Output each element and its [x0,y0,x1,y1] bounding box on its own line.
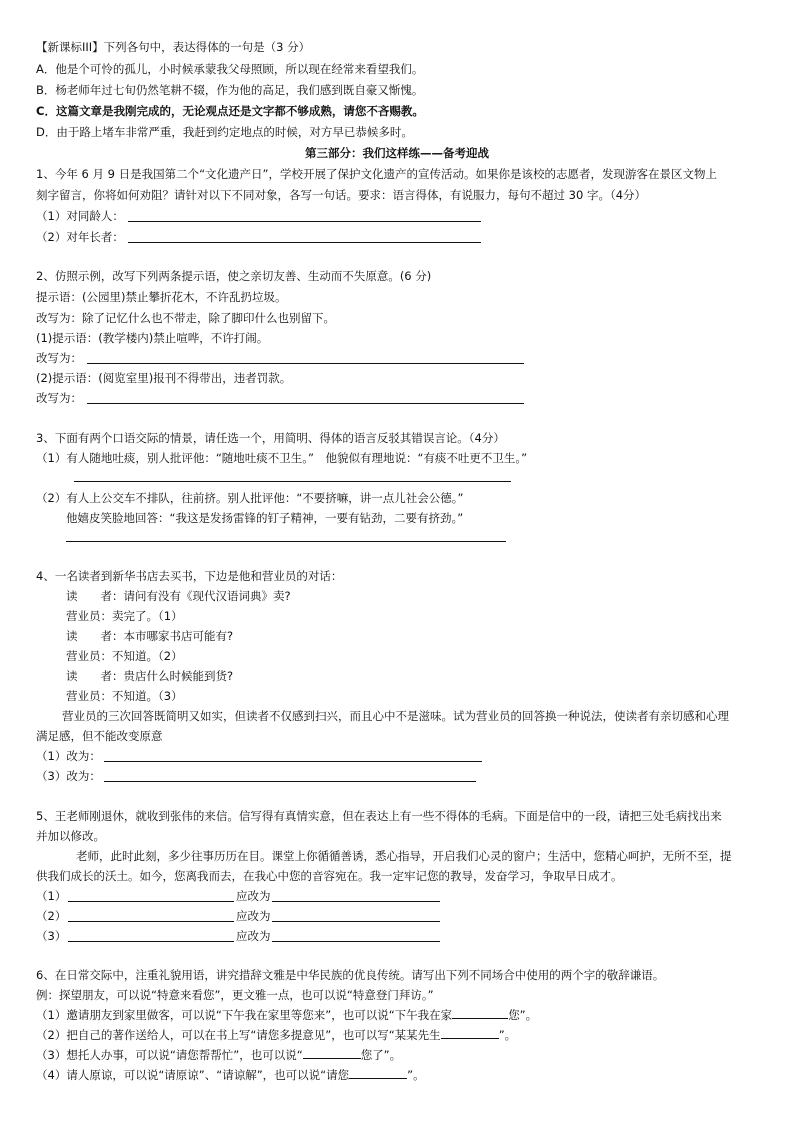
q2-item2-prompt: (2)提示语：(阅览室里)报刊不得带出，违者罚款。 [36,371,292,385]
q2-item2-answer-line[interactable] [87,403,524,404]
q2-text: 2、仿照示例，改写下列两条提示语，使之亲切友善、生动而不失原意。(6 分) [36,269,432,283]
q6-item4-tail: ”。 [407,1068,425,1082]
q5-fix1-change-label: 应改为 [236,889,271,903]
q2-example-rewrite: 改写为：除了记忆什么也不带走，除了脚印什么也别留下。 [36,311,335,325]
q5-fix1-error-line[interactable] [68,901,234,902]
q6-item1-blank[interactable] [452,1007,508,1019]
q3-scenario1-answer-line[interactable] [74,481,511,482]
q3-scenario1: （1）有人随地吐痰，别人批评他：“随地吐痰不卫生。” 他貌似有理地说：“有痰不吐更不卫生。” [36,451,528,465]
q6-item1 [36,1007,537,1023]
q6-item2-blank[interactable] [441,1027,499,1039]
option-a: A．他是个可怜的孤儿，小时候承蒙我父母照顾，所以现在经常来看望我们。 [36,62,424,76]
option-d: D．由于路上堵车非常严重，我赶到约定地点的时候，对方早已恭候多时。 [36,125,413,139]
q2-item1-answer-line[interactable] [87,363,524,364]
q6-item2-tail: ”。 [498,1028,517,1042]
q3-scenario2-answer-line[interactable] [66,541,506,542]
q6-item2-text: （2）把自己的著作送给人，可以在书上写“请您多提意见”，也可以写“某某先生 [36,1028,441,1042]
q6-text: 6、在日常交际中，注重礼貌用语，讲究措辞文雅是中华民族的优良传统。请写出下列不同场合中使用的两个字的敬辞谦语。 [36,968,665,982]
q1-answer1-label: （1）对同龄人： [36,209,124,223]
q6-item4-text: （4）请人原谅，可以说“请原谅”、“请谅解”，也可以说“请您 [36,1068,350,1082]
q4-dialog-1: 读 者：请问有没有《现代汉语词典》卖? [66,589,291,603]
q6-item1-text: （1）邀请朋友到家里做客，可以说“下午我在家里等您来”，也可以说“下午我在家 [36,1008,453,1022]
q3-scenario2: （2）有人上公交车不排队，往前挤。别人批评他：“不要挤嘛，讲一点儿社会公德。” [36,491,464,505]
q5-fix1-correction-line[interactable] [272,901,440,902]
q6-item3-text: （3）想托人办事，可以说“请您帮帮忙”，也可以说“ [36,1048,303,1062]
option-b: B．杨老师年过七旬仍然笔耕不辍，作为他的高足，我们感到既自豪又惭愧。 [36,83,424,97]
q5-text-line2: 并加以修改。 [36,829,105,843]
q6-item1-tail: 您”。 [508,1008,538,1022]
q6-item3 [36,1047,401,1063]
q5-fix3-change-label: 应改为 [236,929,271,943]
q4-dialog-5: 读 者：贵店什么时候能到货? [66,669,234,683]
q5-fix2-correction-line[interactable] [272,921,440,922]
q4-dialog-3: 读 者：本市哪家书店可能有? [66,629,234,643]
q5-fix2-error-line[interactable] [68,921,234,922]
q4-instruction-line1: 营业员的三次回答既简明又如实，但读者不仅感到扫兴，而且心中不是滋味。试为营业员的回答换一种说法，使读者有亲切感和心理 [62,709,729,723]
q6-item3-blank[interactable] [303,1047,361,1059]
q6-item4-blank[interactable] [349,1067,407,1079]
q4-answer3-line[interactable] [104,781,476,782]
q3-scenario2-reply: 他嬉皮笑脸地回答：“我这是发扬雷锋的钉子精神，一要有钻劲，二要有挤劲。” [66,511,464,525]
q4-text: 4、一名读者到新华书店去买书，下边是他和营业员的对话： [36,569,343,583]
q2-item2-rewrite-label: 改写为： [36,391,82,405]
intro-question: 【新课标III】下列各句中，表达得体的一句是（3 分） [36,40,311,54]
q6-item2 [36,1027,516,1043]
q2-item1-prompt: (1)提示语：(教学楼内)禁止喧哗，不许打闹。 [36,331,269,345]
q1-answer2-label: （2）对年长者： [36,230,124,244]
q4-dialog-6: 营业员：不知道。（3） [66,689,183,703]
q4-answer3-label: （3）改为： [36,769,101,783]
q5-letter-line2: 供我们成长的沃土。如今，您离我而去，在我心中您的音容宛在。我一定牢记您的教导，发奋学习，争取早日成才。 [36,869,623,883]
q2-item1-rewrite-label: 改写为： [36,351,82,365]
q4-instruction-line2: 满足感，但不能改变原意 [36,729,163,743]
q5-fix3-label: （3） [36,929,67,943]
section-title: 第三部分：我们这样练——备考迎战 [305,146,489,160]
q6-item3-tail: 您了”。 [360,1048,402,1062]
q5-fix3-error-line[interactable] [68,941,234,942]
option-c: C．这篇文章是我刚完成的，无论观点还是文字都不够成熟，请您不吝赐教。 [36,104,424,118]
q5-text-line1: 5、王老师刚退休，就收到张伟的来信。信写得有真情实意，但在表达上有一些不得体的毛病。下面是信中的一段，请把三处毛病找出来 [36,809,722,823]
q4-answer1-label: （1）改为： [36,749,101,763]
q6-item4 [36,1067,425,1083]
q4-dialog-4: 营业员：不知道。（2） [66,649,183,663]
q2-example-prompt: 提示语：(公园里)禁止攀折花木，不许乱扔垃圾。 [36,290,287,304]
q5-letter-line1: 老师，此时此刻，多少往事历历在目。课堂上你循循善诱，悉心指导，开启我们心灵的窗户；生活中，您精心呵护，无所不至，提 [76,849,732,863]
q4-answer1-line[interactable] [104,761,482,762]
q5-fix1-label: （1） [36,889,67,903]
q1-answer2-line[interactable] [128,242,481,243]
q5-fix2-change-label: 应改为 [236,909,271,923]
q1-answer1-line[interactable] [128,221,481,222]
q4-dialog-2: 营业员：卖完了。（1） [66,609,183,623]
q5-fix2-label: （2） [36,909,67,923]
q1-text-line1: 1、今年 6 月 9 日是我国第二个“文化遗产日”，学校开展了保护文化遗产的宣传活动。如果你是该校的志愿者，发现游客在景区文物上 [36,167,717,181]
q5-fix3-correction-line[interactable] [272,941,440,942]
q1-text-line2: 刻字留言，你将如何劝阻？请针对以下不同对象，各写一句话。要求：语言得体，有说服力，每句不超过 30 字。（4分） [36,188,647,202]
q3-text: 3、下面有两个口语交际的情景，请任选一个，用简明、得体的语言反驳其错误言论。（4分） [36,431,505,445]
q6-example: 例：探望朋友，可以说“特意来看您”，更文雅一点，也可以说“特意登门拜访。” [36,988,434,1002]
